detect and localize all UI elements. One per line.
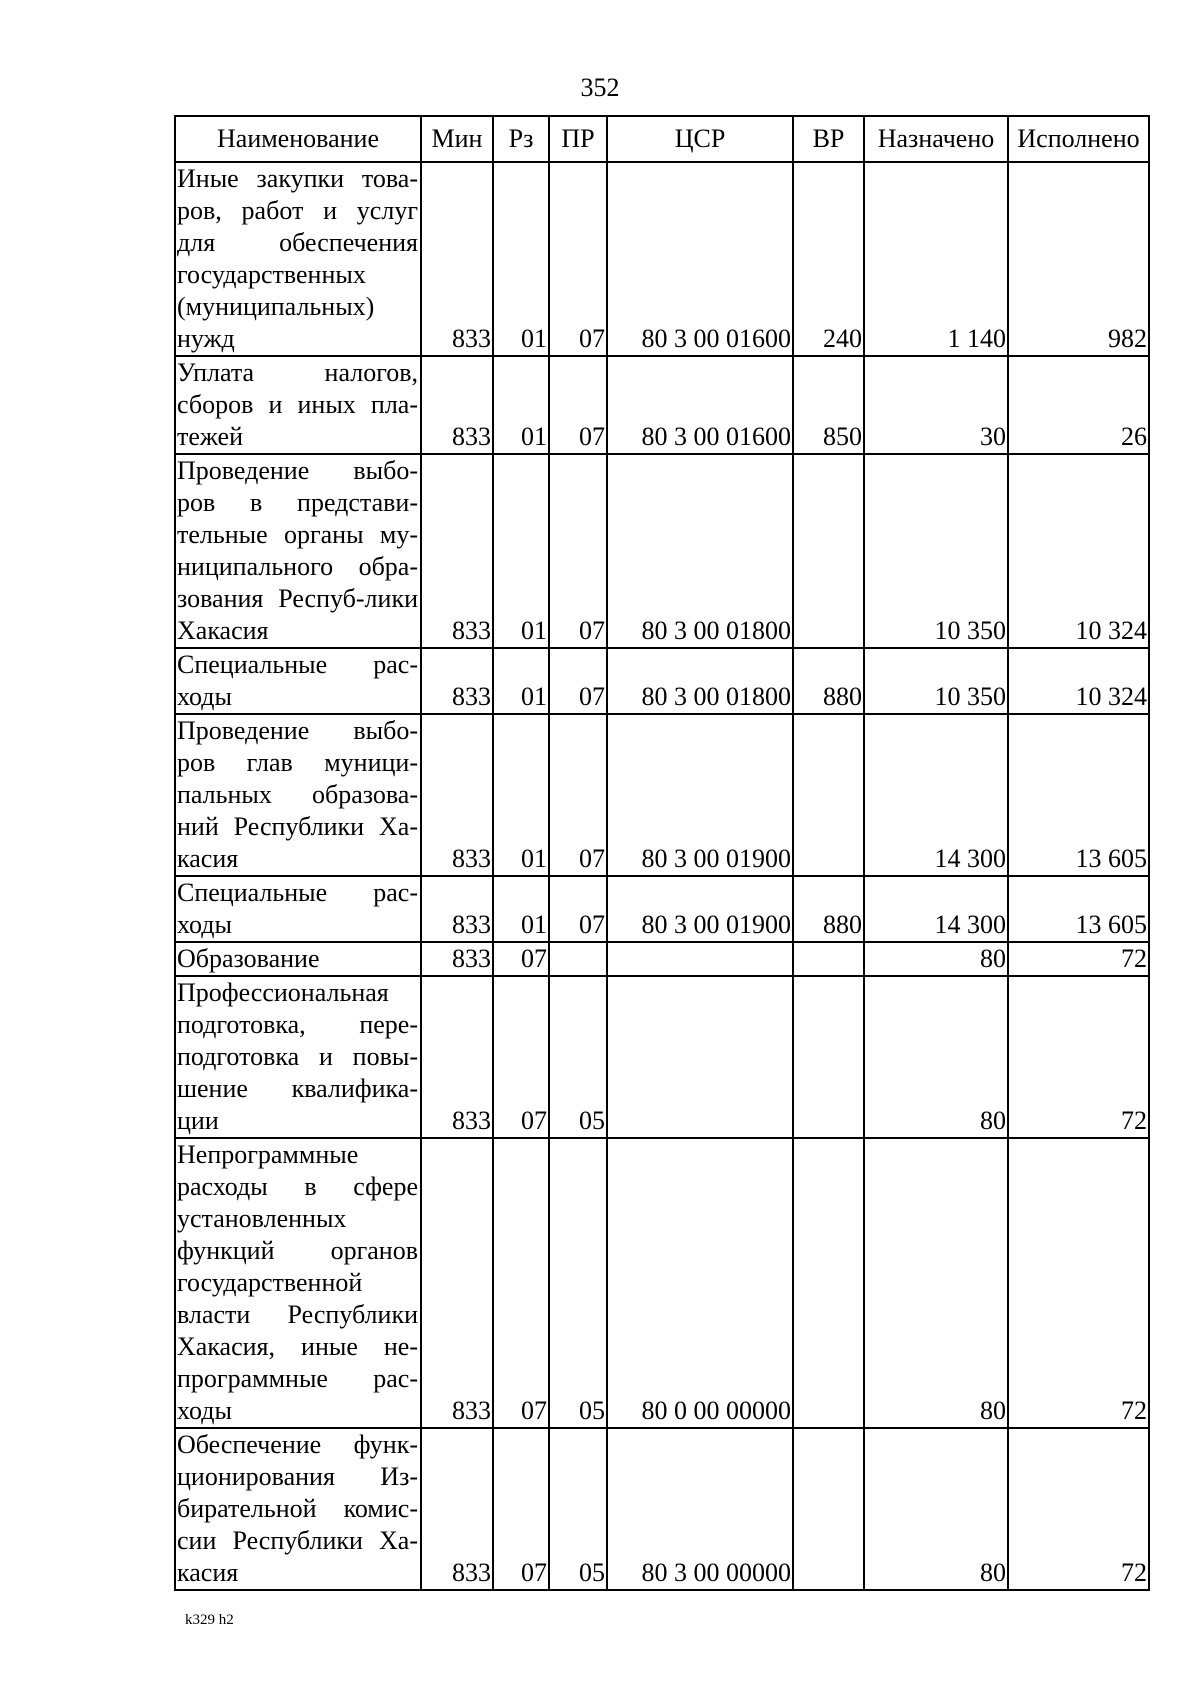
cell-assigned: 80	[864, 942, 1008, 976]
cell-csr	[607, 976, 793, 1138]
cell-rz: 01	[493, 714, 549, 876]
cell-name: Профессиональная подготовка, пере-подготовка и повы-шение квалифика-ции	[175, 976, 421, 1138]
cell-name: Иные закупки това-ров, работ и услуг для обеспечения государственных (муниципальных) нужд	[175, 162, 421, 356]
cell-rz: 07	[493, 1138, 549, 1428]
cell-csr: 80 3 00 01800	[607, 648, 793, 714]
cell-rz: 01	[493, 162, 549, 356]
cell-name: Обеспечение функ-ционирования Из-бирательной комис-сии Республики Ха-касия	[175, 1428, 421, 1590]
table-body	[175, 162, 1149, 1590]
table-row	[175, 356, 1149, 454]
header-assigned: Назначено	[864, 116, 1008, 162]
footer-code: k329 h2	[185, 1612, 234, 1628]
page-number: 352	[580, 73, 620, 102]
header-vr: ВР	[793, 116, 864, 162]
cell-executed: 13 605	[1008, 714, 1149, 876]
cell-executed: 26	[1008, 356, 1149, 454]
header-name: Наименование	[175, 116, 421, 162]
table-row	[175, 714, 1149, 876]
table-row	[175, 1428, 1149, 1590]
cell-executed: 72	[1008, 942, 1149, 976]
header-rz: Рз	[493, 116, 549, 162]
cell-min: 833	[421, 162, 493, 356]
cell-pr: 07	[549, 876, 607, 942]
cell-executed: 72	[1008, 976, 1149, 1138]
cell-csr: 80 3 00 01600	[607, 356, 793, 454]
cell-name: Проведение выбо-ров в представи-тельные органы му-ниципального обра-зования Респуб-лики Хакасия	[175, 454, 421, 648]
cell-executed: 72	[1008, 1138, 1149, 1428]
cell-assigned: 14 300	[864, 714, 1008, 876]
cell-assigned: 14 300	[864, 876, 1008, 942]
budget-table	[174, 115, 1150, 1591]
cell-name: Проведение выбо-ров глав муници-пальных образова-ний Республики Ха-касия	[175, 714, 421, 876]
cell-min: 833	[421, 976, 493, 1138]
cell-name: Специальные рас-ходы	[175, 648, 421, 714]
table-row	[175, 876, 1149, 942]
cell-min: 833	[421, 1428, 493, 1590]
table-header-row	[175, 116, 1149, 162]
cell-executed: 10 324	[1008, 454, 1149, 648]
cell-min: 833	[421, 648, 493, 714]
cell-vr: 880	[793, 648, 864, 714]
table-row	[175, 942, 1149, 976]
table-row	[175, 162, 1149, 356]
cell-pr	[549, 942, 607, 976]
cell-vr	[793, 714, 864, 876]
cell-pr: 07	[549, 648, 607, 714]
cell-min: 833	[421, 942, 493, 976]
cell-name: Непрограммные расходы в сфере установленных функций органов государственной власти Республики Хакасия, иные не-программные рас-ходы	[175, 1138, 421, 1428]
cell-csr: 80 3 00 01600	[607, 162, 793, 356]
cell-csr: 80 0 00 00000	[607, 1138, 793, 1428]
cell-csr: 80 3 00 00000	[607, 1428, 793, 1590]
cell-min: 833	[421, 1138, 493, 1428]
cell-name: Уплата налогов, сборов и иных пла-тежей	[175, 356, 421, 454]
table-row	[175, 648, 1149, 714]
cell-pr: 07	[549, 714, 607, 876]
cell-min: 833	[421, 356, 493, 454]
header-min: Мин	[421, 116, 493, 162]
cell-rz: 07	[493, 976, 549, 1138]
cell-assigned: 1 140	[864, 162, 1008, 356]
cell-pr: 07	[549, 356, 607, 454]
cell-pr: 07	[549, 454, 607, 648]
cell-name: Специальные рас-ходы	[175, 876, 421, 942]
cell-rz: 01	[493, 648, 549, 714]
header-csr: ЦСР	[607, 116, 793, 162]
cell-executed: 13 605	[1008, 876, 1149, 942]
cell-pr: 05	[549, 976, 607, 1138]
cell-assigned: 30	[864, 356, 1008, 454]
cell-rz: 01	[493, 876, 549, 942]
cell-min: 833	[421, 454, 493, 648]
cell-assigned: 10 350	[864, 454, 1008, 648]
cell-pr: 05	[549, 1428, 607, 1590]
table-row	[175, 976, 1149, 1138]
header-pr: ПР	[549, 116, 607, 162]
cell-min: 833	[421, 876, 493, 942]
cell-vr: 850	[793, 356, 864, 454]
cell-assigned: 80	[864, 1428, 1008, 1590]
table-row	[175, 1138, 1149, 1428]
cell-rz: 07	[493, 1428, 549, 1590]
cell-csr: 80 3 00 01800	[607, 454, 793, 648]
cell-pr: 07	[549, 162, 607, 356]
cell-executed: 72	[1008, 1428, 1149, 1590]
cell-vr	[793, 976, 864, 1138]
cell-executed: 982	[1008, 162, 1149, 356]
cell-vr	[793, 454, 864, 648]
cell-csr: 80 3 00 01900	[607, 876, 793, 942]
cell-vr: 240	[793, 162, 864, 356]
cell-vr: 880	[793, 876, 864, 942]
header-executed: Исполнено	[1008, 116, 1149, 162]
cell-rz: 01	[493, 356, 549, 454]
cell-vr	[793, 1138, 864, 1428]
cell-executed: 10 324	[1008, 648, 1149, 714]
cell-csr	[607, 942, 793, 976]
cell-min: 833	[421, 714, 493, 876]
cell-assigned: 10 350	[864, 648, 1008, 714]
cell-assigned: 80	[864, 976, 1008, 1138]
cell-assigned: 80	[864, 1138, 1008, 1428]
cell-pr: 05	[549, 1138, 607, 1428]
cell-vr	[793, 942, 864, 976]
cell-csr: 80 3 00 01900	[607, 714, 793, 876]
table-row	[175, 454, 1149, 648]
cell-vr	[793, 1428, 864, 1590]
cell-rz: 07	[493, 942, 549, 976]
cell-rz: 01	[493, 454, 549, 648]
cell-name: Образование	[175, 942, 421, 976]
